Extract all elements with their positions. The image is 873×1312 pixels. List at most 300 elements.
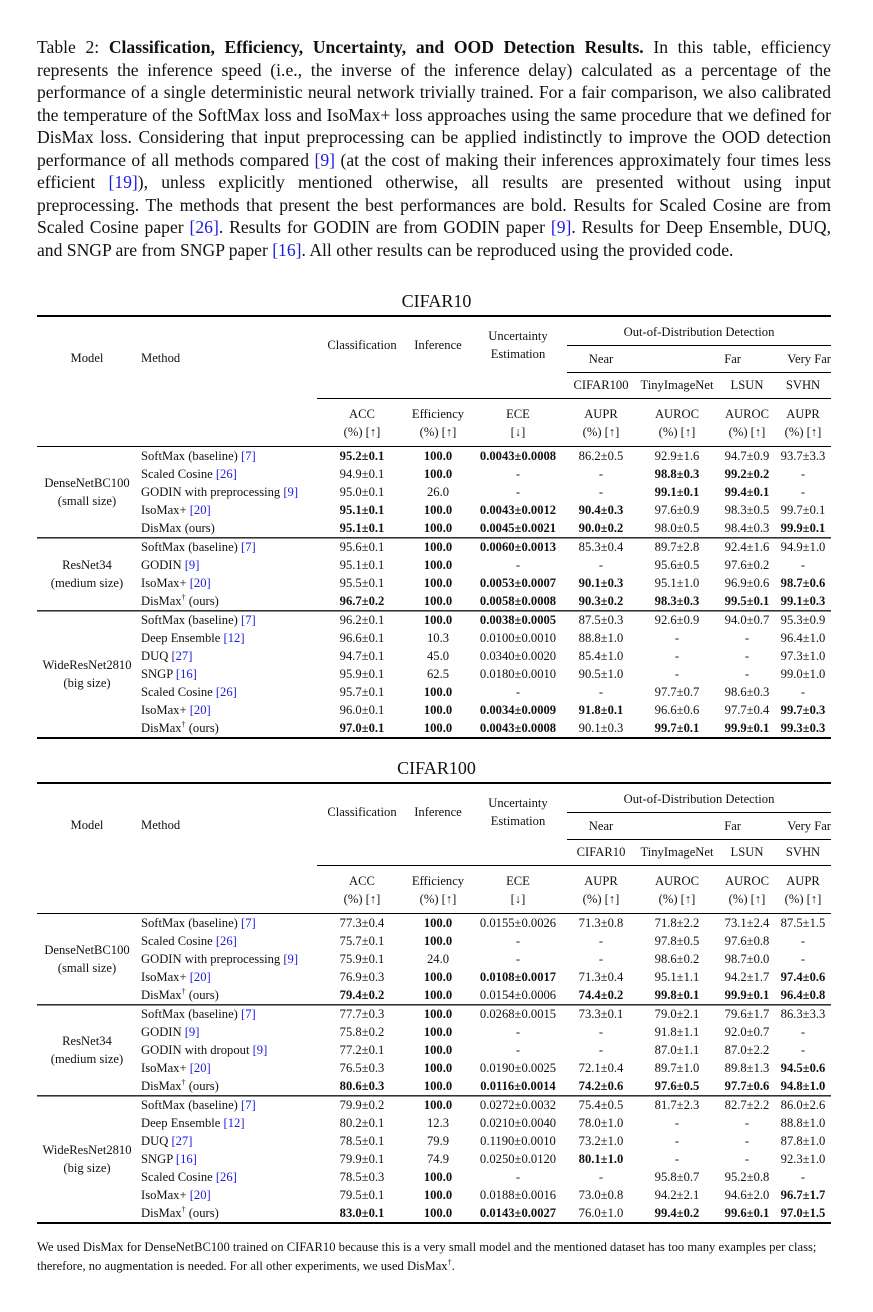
cell-ece: 0.0058±0.0008: [479, 594, 557, 608]
cell-eff: 100.0: [423, 521, 453, 535]
cell-tin: 98.0±0.5: [654, 521, 700, 535]
citation-link[interactable]: [7]: [241, 540, 256, 554]
cell-lsun: 99.5±0.1: [724, 594, 770, 608]
method-cell: [137, 665, 317, 683]
cell-svhn: 87.5±1.5: [775, 914, 831, 933]
cell-acc: 76.5±0.3: [339, 1061, 385, 1075]
cell-svhn: -: [800, 485, 806, 499]
cell-lsun: 99.4±0.1: [724, 485, 770, 499]
citation-link[interactable]: [26]: [215, 467, 237, 481]
cell-acc: 80.6±0.3: [339, 1079, 385, 1093]
citation-link[interactable]: [26]: [215, 934, 237, 948]
model-cell: [37, 914, 137, 1005]
cell-eff: 100.0: [407, 447, 469, 466]
method-name: DisMax: [141, 988, 182, 1002]
table-row: [37, 1023, 831, 1041]
caption-text: In this table, efficiency represents the inference speed (i.e., the inverse of the inference delay) calculated as a percentage of the performance of a single deterministic neural network trivially trained. For a fair comparison, we also calibrated the temperature of the SoftMax loss and IsoMax+ loss approaches using the same procedure that we defined for DisMax loss. Considering that input preprocessing can be applied indistinctly to improve the OOD detection performance of all methods compared: [37, 37, 832, 170]
table-row: [37, 1186, 831, 1204]
cell-near: 71.3±0.4: [578, 970, 624, 984]
cell-tin: 92.9±1.6: [635, 447, 719, 466]
cell-eff: 100.0: [407, 1005, 469, 1024]
model-size: (big size): [63, 1161, 111, 1175]
cell-tin: 94.2±2.1: [654, 1188, 700, 1202]
citation-link[interactable]: [26]: [189, 217, 219, 237]
cell-tin: 99.8±0.1: [654, 988, 700, 1002]
cell-tin: 91.8±1.1: [654, 1025, 700, 1039]
method-name: IsoMax+: [141, 1188, 190, 1202]
method-cell: [137, 1041, 317, 1059]
cell-acc: 95.9±0.1: [339, 667, 385, 681]
cell-eff: 100.0: [423, 685, 453, 699]
table-row: [37, 1132, 831, 1150]
header-blank: [137, 423, 317, 447]
cell-lsun: -: [744, 1116, 750, 1130]
header-blank: [407, 840, 469, 866]
table-row: [37, 1041, 831, 1059]
citation-link[interactable]: [9]: [184, 558, 200, 572]
cell-acc: 83.0±0.1: [317, 1204, 407, 1223]
method-cell: [137, 611, 317, 630]
cell-svhn: 99.1±0.3: [780, 594, 826, 608]
cell-lsun: 98.6±0.3: [724, 685, 770, 699]
table-row: [37, 1005, 831, 1024]
cell-ece: 0.0100±0.0010: [479, 631, 557, 645]
citation-link[interactable]: [9]: [314, 149, 335, 170]
table-row: [37, 950, 831, 968]
cell-eff: 100.0: [423, 934, 453, 948]
cell-near: 74.4±0.2: [578, 988, 624, 1002]
header-dataset: TinyImageNet: [635, 840, 719, 866]
method-suffix: (ours): [185, 1079, 219, 1093]
method-name: SoftMax (baseline): [141, 613, 242, 627]
header-unit: (%) [↑]: [728, 425, 766, 439]
cell-ece: -: [515, 467, 521, 481]
citation-link[interactable]: [26]: [215, 1170, 237, 1184]
cell-eff: 100.0: [423, 1188, 453, 1202]
cell-tin: -: [674, 667, 680, 681]
table-footnote: [37, 1238, 831, 1276]
cell-lsun: 92.0±0.7: [724, 1025, 770, 1039]
cell-lsun: 96.9±0.6: [724, 576, 770, 590]
cell-lsun: -: [744, 649, 750, 663]
cell-acc: 94.7±0.1: [339, 649, 385, 663]
cell-ece: 0.0043±0.0008: [469, 447, 567, 466]
header-metric-aupr: AUPR: [584, 874, 618, 888]
dagger-mark: †: [181, 1078, 186, 1087]
model-name: WideResNet2810: [42, 658, 132, 672]
cell-svhn: -: [800, 1025, 806, 1039]
method-name: DisMax: [141, 721, 182, 735]
cell-acc: 96.7±0.2: [339, 594, 385, 608]
method-cell: [137, 1150, 317, 1168]
method-name: Deep Ensemble: [141, 1116, 224, 1130]
header-blank: [37, 423, 137, 447]
method-cell: [137, 1077, 317, 1096]
table-row: [37, 501, 831, 519]
header-unit: (%) [↑]: [658, 892, 696, 906]
cell-near: -: [598, 467, 604, 481]
header-blank: [469, 373, 567, 399]
citation-link[interactable]: [9]: [252, 1043, 268, 1057]
citation-link[interactable]: [26]: [215, 685, 237, 699]
cell-ece: 0.0116±0.0014: [480, 1079, 556, 1093]
method-name: SoftMax (baseline): [141, 540, 242, 554]
cell-near: 73.0±0.8: [578, 1188, 624, 1202]
citation-link[interactable]: [16]: [175, 1152, 197, 1166]
method-cell: [137, 447, 317, 466]
method-name: DisMax: [141, 1206, 182, 1220]
table-row: [37, 647, 831, 665]
header-far: Far: [635, 813, 775, 840]
cell-tin: 97.6±0.5: [654, 1079, 700, 1093]
header-metric-row: [37, 866, 831, 891]
header-dataset: SVHN: [775, 840, 831, 866]
method-cell: [137, 1059, 317, 1077]
header-uncertainty-line1: Uncertainty: [488, 328, 548, 343]
table-row: [37, 519, 831, 538]
citation-link[interactable]: [16]: [272, 239, 302, 260]
results-table-cifar100: [37, 782, 831, 1224]
cell-near: 73.3±0.1: [567, 1005, 635, 1024]
cell-ece: 0.0340±0.0020: [479, 649, 557, 663]
cell-svhn: 99.7±0.3: [780, 703, 826, 717]
cell-eff: 100.0: [423, 558, 453, 572]
cell-svhn: 99.9±0.1: [780, 521, 826, 535]
header-unit: (%) [↑]: [343, 892, 381, 906]
cell-svhn: 99.0±1.0: [780, 667, 826, 681]
method-name: Deep Ensemble: [141, 631, 224, 645]
model-name: ResNet34: [62, 558, 112, 572]
cell-tin: 99.4±0.2: [635, 1204, 719, 1223]
cell-svhn: 97.0±1.5: [775, 1204, 831, 1223]
citation-link[interactable]: [20]: [189, 1061, 211, 1075]
cell-near: -: [598, 952, 604, 966]
method-name: GODIN: [141, 1025, 185, 1039]
cell-eff: 100.0: [423, 970, 453, 984]
table-row: [37, 538, 831, 557]
header-uncertainty-line2: Estimation: [490, 346, 546, 361]
citation-link[interactable]: [16]: [175, 667, 197, 681]
cell-acc: 76.9±0.3: [339, 970, 385, 984]
cell-near: 85.4±1.0: [578, 649, 624, 663]
cell-svhn: -: [800, 952, 806, 966]
method-cell: [137, 629, 317, 647]
table-row: [37, 932, 831, 950]
cell-acc: 96.0±0.1: [339, 703, 385, 717]
cell-tin: 79.0±2.1: [635, 1005, 719, 1024]
cell-ece: 0.0045±0.0021: [479, 521, 557, 535]
header-inference: Inference: [414, 337, 462, 352]
cell-ece: 0.0034±0.0009: [479, 703, 557, 717]
method-name: DisMax: [141, 594, 182, 608]
cell-near: 88.8±1.0: [578, 631, 624, 645]
citation-link[interactable]: [9]: [283, 952, 299, 966]
header-blank: [137, 890, 317, 914]
method-name: DUQ: [141, 1134, 172, 1148]
cell-near: 72.1±0.4: [578, 1061, 624, 1075]
table-row: [37, 629, 831, 647]
cell-tin: -: [674, 1116, 680, 1130]
cell-acc: 79.5±0.1: [339, 1188, 385, 1202]
cell-lsun: 94.0±0.7: [719, 611, 775, 630]
citation-link[interactable]: [7]: [241, 613, 256, 627]
cell-ece: -: [515, 558, 521, 572]
cell-eff: 100.0: [423, 576, 453, 590]
cell-eff: 100.0: [423, 1025, 453, 1039]
method-name: SoftMax (baseline): [141, 449, 242, 463]
cell-near: -: [598, 685, 604, 699]
citation-link[interactable]: [7]: [241, 449, 256, 463]
citation-link[interactable]: [20]: [189, 703, 211, 717]
citation-link[interactable]: [27]: [171, 649, 193, 663]
method-cell: [137, 1186, 317, 1204]
cell-lsun: 94.2±1.7: [724, 970, 770, 984]
cell-lsun: 94.6±2.0: [724, 1188, 770, 1202]
header-unit: (%) [↑]: [419, 425, 457, 439]
citation-link[interactable]: [20]: [189, 576, 211, 590]
header-metric-row: [37, 399, 831, 424]
citation-link[interactable]: [20]: [189, 503, 211, 517]
method-name: GODIN with dropout: [141, 1043, 253, 1057]
cell-tin: 87.0±1.1: [654, 1043, 700, 1057]
header-dataset: CIFAR10: [567, 840, 635, 866]
model-size: (small size): [57, 961, 117, 975]
cell-acc: 95.1±0.1: [339, 558, 385, 572]
dagger-mark: †: [181, 720, 186, 729]
cell-eff: 100.0: [423, 703, 453, 717]
header-uncertainty: [469, 783, 567, 840]
cell-lsun: 97.6±0.2: [724, 558, 770, 572]
header-far: Far: [635, 346, 775, 373]
cell-svhn: 97.3±1.0: [780, 649, 826, 663]
caption-label: Table 2:: [37, 37, 100, 57]
header-ood: Out-of-Distribution Detection: [567, 316, 831, 346]
cell-ece: 0.0060±0.0013: [469, 538, 567, 557]
cell-lsun: 87.0±2.2: [724, 1043, 770, 1057]
method-cell: [137, 1023, 317, 1041]
header-unit: (%) [↑]: [728, 892, 766, 906]
header-row-1: [37, 783, 831, 813]
results-table-cifar10: [37, 315, 831, 739]
cell-ece: 0.0190±0.0025: [479, 1061, 557, 1075]
citation-link[interactable]: [9]: [283, 485, 299, 499]
header-metric-auroc: AUROC: [654, 407, 700, 421]
method-name: SoftMax (baseline): [141, 1098, 242, 1112]
dagger-mark: †: [181, 593, 186, 602]
header-dataset: LSUN: [719, 840, 775, 866]
cell-near: -: [598, 934, 604, 948]
caption-text: ), unless explicitly mentioned otherwise, all results are presented without using input preprocessing. The methods that present the best performances are bold. Results for Scaled Cosine are from Scaled Cosine paper: [37, 172, 832, 237]
table-row: [37, 574, 831, 592]
model-name: WideResNet2810: [42, 1143, 132, 1157]
method-cell: [137, 519, 317, 538]
method-name: DisMax: [141, 1079, 182, 1093]
cell-svhn: -: [800, 685, 806, 699]
cell-tin: 97.7±0.7: [654, 685, 700, 699]
cell-tin: 95.1±1.1: [654, 970, 700, 984]
citation-link[interactable]: [7]: [241, 916, 256, 930]
header-metric-acc: ACC: [349, 407, 375, 421]
method-name: Scaled Cosine: [141, 1170, 216, 1184]
cell-lsun: 92.4±1.6: [719, 538, 775, 557]
header-unit: (%) [↑]: [582, 892, 620, 906]
cell-tin: 97.8±0.5: [654, 934, 700, 948]
header-near: Near: [567, 346, 635, 373]
citation-link[interactable]: [7]: [241, 1007, 256, 1021]
model-cell: [37, 611, 137, 739]
cell-acc: 95.6±0.1: [317, 538, 407, 557]
citation-link[interactable]: [9]: [184, 1025, 200, 1039]
header-dataset: CIFAR100: [567, 373, 635, 399]
header-metric-eff: Efficiency: [411, 407, 465, 421]
cell-ece: 0.0155±0.0026: [469, 914, 567, 933]
cell-eff: 100.0: [407, 538, 469, 557]
method-name: IsoMax+: [141, 576, 190, 590]
cell-tin: 98.8±0.3: [654, 467, 700, 481]
header-blank: [137, 866, 317, 891]
cell-eff: 79.9: [426, 1134, 450, 1148]
header-metric-auroc: AUROC: [654, 874, 700, 888]
header-unit-row: [37, 423, 831, 447]
cell-lsun: 98.4±0.3: [724, 521, 770, 535]
cell-eff: 100.0: [423, 594, 453, 608]
method-cell: [137, 1168, 317, 1186]
cell-ece: 0.0268±0.0015: [469, 1005, 567, 1024]
cell-lsun: 98.3±0.5: [724, 503, 770, 517]
method-name: SNGP: [141, 667, 176, 681]
cell-near: 91.8±0.1: [578, 703, 624, 717]
citation-link[interactable]: [12]: [223, 1116, 245, 1130]
header-dataset: LSUN: [719, 373, 775, 399]
header-near: Near: [567, 813, 635, 840]
cell-near: 76.0±1.0: [567, 1204, 635, 1223]
method-cell: [137, 483, 317, 501]
table-row: [37, 914, 831, 933]
method-name: SNGP: [141, 1152, 176, 1166]
method-cell: [137, 719, 317, 738]
cell-svhn: 92.3±1.0: [780, 1152, 826, 1166]
cell-lsun: 89.8±1.3: [724, 1061, 770, 1075]
header-blank: [37, 890, 137, 914]
cell-acc: 75.8±0.2: [339, 1025, 385, 1039]
cell-eff: 100.0: [407, 611, 469, 630]
citation-link[interactable]: [20]: [189, 970, 211, 984]
cell-acc: 79.4±0.2: [339, 988, 385, 1002]
caption-title: Classification, Efficiency, Uncertainty, and OOD Detection Results.: [108, 37, 644, 57]
header-unit: [↓]: [510, 425, 526, 439]
model-name: DenseNetBC100: [44, 943, 130, 957]
cell-eff: 100.0: [423, 467, 453, 481]
model-cell: [37, 538, 137, 611]
cell-tin: 97.6±0.9: [654, 503, 700, 517]
cell-lsun: 82.7±2.2: [719, 1096, 775, 1115]
header-uncertainty: [469, 316, 567, 373]
caption-text: (at the cost of making their inferences approximately four times less efficient: [37, 149, 831, 192]
table-row: [37, 483, 831, 501]
method-name: SoftMax (baseline): [141, 1007, 242, 1021]
dagger-mark: †: [447, 1258, 452, 1267]
cell-eff: 100.0: [423, 988, 453, 1002]
citation-link[interactable]: [19]: [108, 172, 138, 192]
header-blank: [469, 840, 567, 866]
header-unit: (%) [↑]: [658, 425, 696, 439]
method-suffix: (ours): [185, 721, 219, 735]
cell-lsun: 97.7±0.6: [724, 1079, 770, 1093]
citation-link[interactable]: [7]: [241, 1098, 256, 1112]
table-row: [37, 1150, 831, 1168]
cell-near: 90.5±1.0: [578, 667, 624, 681]
cell-lsun: 95.2±0.8: [724, 1170, 770, 1184]
cell-near: 90.4±0.3: [578, 503, 624, 517]
header-metric-aupr: AUPR: [786, 874, 820, 888]
header-very-far: Very Far: [775, 346, 831, 373]
cell-lsun: -: [744, 1152, 750, 1166]
cell-acc: 78.5±0.3: [339, 1170, 385, 1184]
citation-link[interactable]: [20]: [189, 1188, 211, 1202]
cell-ece: 0.1190±0.0010: [480, 1134, 556, 1148]
citation-link[interactable]: [12]: [223, 631, 245, 645]
cell-svhn: 94.9±1.0: [775, 538, 831, 557]
cell-lsun: 99.9±0.1: [724, 988, 770, 1002]
method-cell: [137, 574, 317, 592]
cell-lsun: 97.7±0.4: [724, 703, 770, 717]
cell-svhn: 97.4±0.6: [780, 970, 826, 984]
cell-tin: 95.6±0.5: [654, 558, 700, 572]
cell-tin: -: [674, 649, 680, 663]
header-blank: [37, 399, 137, 424]
cell-eff: 62.5: [426, 667, 450, 681]
header-unit: [↓]: [510, 892, 526, 906]
citation-link[interactable]: [9]: [550, 217, 572, 237]
cell-near: 73.2±1.0: [578, 1134, 624, 1148]
cell-tin: 95.1±1.0: [654, 576, 700, 590]
model-name: ResNet34: [62, 1034, 112, 1048]
header-metric-ece: ECE: [506, 874, 530, 888]
citation-link[interactable]: [27]: [171, 1134, 193, 1148]
cell-lsun: 79.6±1.7: [719, 1005, 775, 1024]
method-suffix: (ours): [185, 1206, 219, 1220]
cell-acc: 96.6±0.1: [339, 631, 385, 645]
cell-eff: 26.0: [426, 485, 450, 499]
cell-tin: 95.8±0.7: [654, 1170, 700, 1184]
cell-eff: 45.0: [426, 649, 450, 663]
method-name: Scaled Cosine: [141, 934, 216, 948]
method-cell: [137, 968, 317, 986]
caption-text: . All other results can be reproduced using the provided code.: [301, 239, 734, 260]
cell-lsun: -: [744, 1134, 750, 1148]
method-cell: [137, 1114, 317, 1132]
cell-acc: 79.9±0.2: [317, 1096, 407, 1115]
cell-near: 87.5±0.3: [567, 611, 635, 630]
method-cell: [137, 556, 317, 574]
cell-near: 78.0±1.0: [578, 1116, 624, 1130]
cell-eff: 100.0: [423, 1061, 453, 1075]
cell-ece: 0.0188±0.0016: [479, 1188, 557, 1202]
cell-tin: 96.6±0.6: [654, 703, 700, 717]
table-row: [37, 447, 831, 466]
cell-near: 80.1±1.0: [578, 1152, 624, 1166]
cell-acc: 75.9±0.1: [339, 952, 385, 966]
method-name: Scaled Cosine: [141, 685, 216, 699]
cell-eff: 100.0: [423, 1170, 453, 1184]
dagger-mark: †: [181, 1205, 186, 1214]
cell-acc: 80.2±0.1: [339, 1116, 385, 1130]
header-inference: Inference: [414, 804, 462, 819]
cell-acc: 95.2±0.1: [317, 447, 407, 466]
header-classification: Classification: [327, 804, 397, 819]
cell-acc: 77.3±0.4: [317, 914, 407, 933]
cell-tin: 99.1±0.1: [654, 485, 700, 499]
